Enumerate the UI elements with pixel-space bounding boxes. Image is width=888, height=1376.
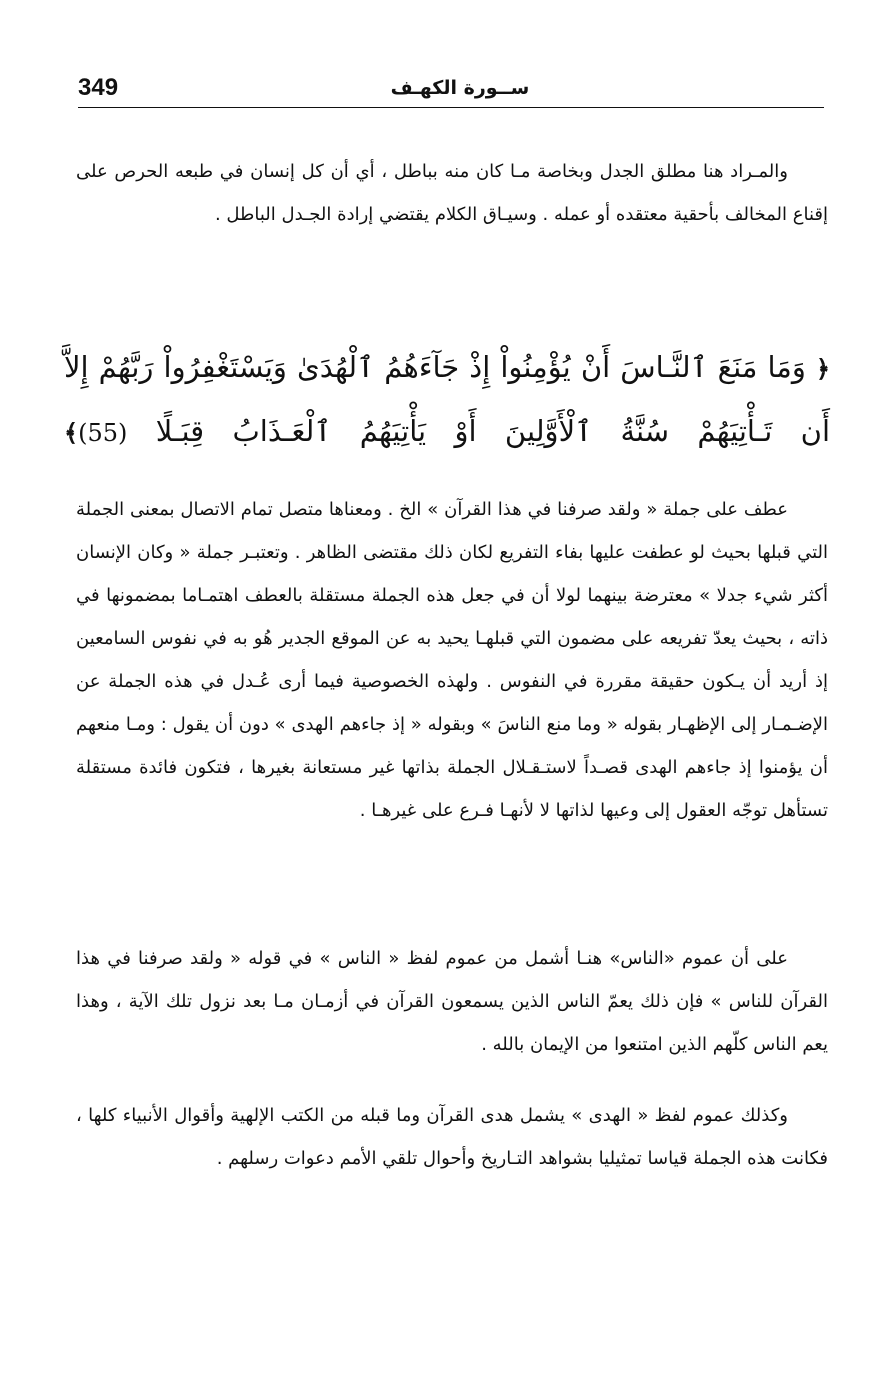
- page-number: 349: [78, 74, 119, 101]
- quran-verse: [64, 336, 830, 464]
- intro-paragraph: والمـراد هنا مطلق الجدل وبخاصة مـا كان منه بباطل ، أي أن كل إنسان في طبعه الحرص على إقناع المخالف بأحقية معتقده أو عمله . وسيـاق الكلام يقتضي إرادة الجـدل الباطل .: [76, 161, 828, 225]
- running-title: ســورة الكهـف: [390, 77, 530, 99]
- verse-close-bracket: ﴾: [64, 419, 79, 447]
- verse-number: (55): [78, 419, 128, 447]
- header-rule: [78, 107, 824, 108]
- commentary-paragraph: على أن عموم «الناس» هنـا أشمل من عموم لفظ « الناس » في قوله « ولقد صرفنا في هذا القرآن للناس » فإن ذلك يعمّ الناس الذين يسمعون القرآن في أزمـان مـا بعد نزول تلك الآية ، وهذا يعم الناس كلّهم الذين امتنعوا من الإيمان بالله .: [76, 948, 828, 1055]
- commentary-paragraph: وكذلك عموم لفظ « الهدى » يشمل هدى القرآن وما قبله من الكتب الإلهية وأقوال الأنبياء كلها ، فكانت هذه الجملة قياسا تمثيليا بشواهد التـاريخ وأحوال تلقي الأمم دعوات رسلهم .: [76, 1105, 828, 1169]
- verse-open-bracket: ﴿: [815, 355, 831, 383]
- verse-text: وَمَا مَنَعَ ٱلنَّـاسَ أَنْ يُؤْمِنُواْ إِذْ جَآءَهُمُ ٱلْهُدَىٰ وَيَسْتَغْفِرُواْ رَبَّهُمْ إِلاَّ أَن تَـأْتِيَهُمْ سُنَّةُ ٱلْأَوَّلِينَ أَوْ يَأْتِيَهُمُ ٱلْعَـذَابُ قِبَـلًا: [64, 350, 830, 448]
- commentary-paragraph: عطف على جملة « ولقد صرفنا في هذا القرآن » الخ . ومعناها متصل تمام الاتصال بمعنى الجملة التي قبلها بحيث لو عطفت عليها بفاء التفريع لكان ذلك مقتضى الظاهر . وتعتبـر جملة « وكان الإنسان أكثر شيء جدلا » معترضة بينهما لولا أن في جعل هذه الجملة مستقلة بالعطف اهتمـاما بمضمونها في ذاته ، بحيث يعدّ تفريعه على مضمون التي قبلهـا يحيد به عن الموقع الجدير هُو به في نفوس السامعين إذ أريد أن يـكون حقيقة مقررة في النفوس . ولهذه الخصوصية فيما أرى عُـدل في هذه الجملة عن الإضـمـار إلى الإظهـار بقوله « وما منع الناسَ » وبقوله « إذ جاءهم الهدى » دون أن يقول : ومـا منعهم أن يؤمنوا إذ جاءهم الهدى قصـداً لاستـقـلال الجملة بذاتها غير مستعانة بغيرها ، فتكون فائدة مستقلة تستأهل توجّه العقول إلى وعيها لذاتها لا لأنهـا فـرع على غيرهـا .: [76, 499, 828, 821]
